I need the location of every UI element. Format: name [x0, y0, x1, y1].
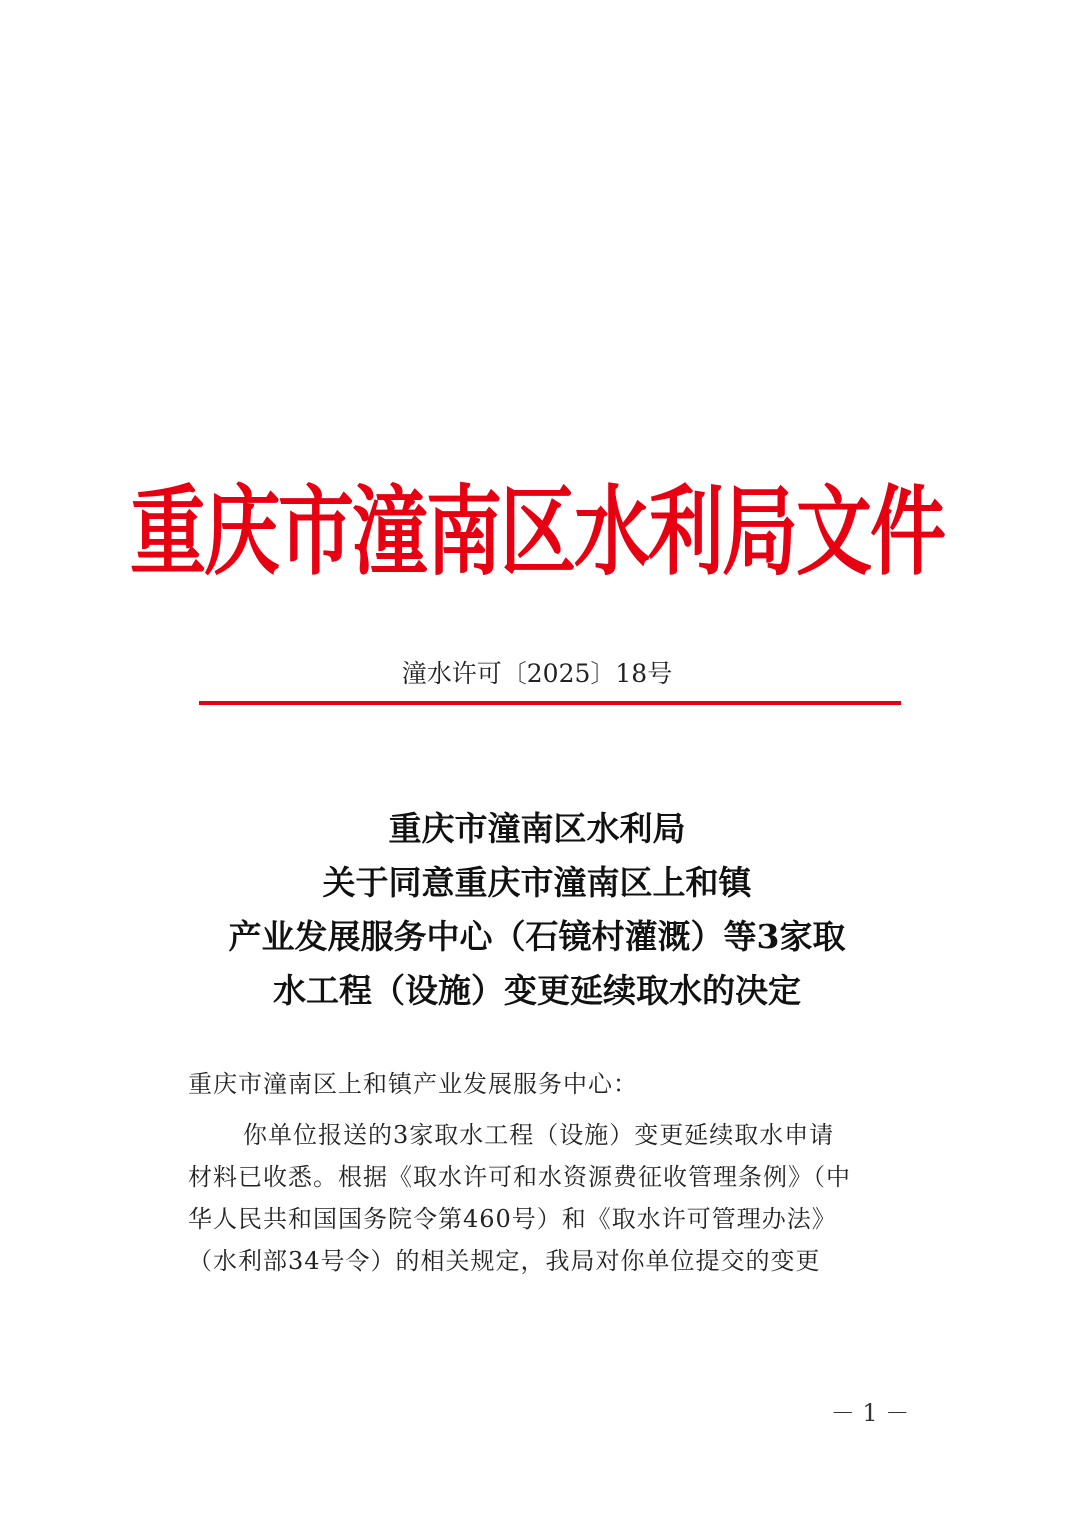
salutation: 重庆市潼南区上和镇产业发展服务中心：	[188, 1070, 638, 1098]
red-divider-line	[199, 701, 901, 705]
document-number: 潼水许可〔2025〕18号	[401, 659, 673, 688]
document-masthead: 重庆市潼南区水利局文件	[130, 474, 944, 589]
title-line: 重庆市潼南区水利局	[388, 809, 686, 848]
body-line: 材料已收悉。根据《取水许可和水资源费征收管理条例》（中	[188, 1163, 851, 1191]
page-number: － 1 －	[830, 1399, 910, 1427]
title-line: 关于同意重庆市潼南区上和镇	[322, 863, 752, 902]
body-line: （水利部34号令）的相关规定，我局对你单位提交的变更	[188, 1247, 821, 1275]
body-line: 你单位报送的3家取水工程（设施）变更延续取水申请	[243, 1121, 835, 1149]
title-line: 水工程（设施）变更延续取水的决定	[273, 971, 801, 1010]
body-paragraph	[188, 1114, 888, 1282]
title-line: 产业发展服务中心（石镜村灌溉）等3家取	[228, 917, 846, 956]
body-line: 华人民共和国国务院令第460号）和《取水许可管理办法》	[188, 1205, 837, 1233]
document-title	[0, 802, 1074, 1018]
